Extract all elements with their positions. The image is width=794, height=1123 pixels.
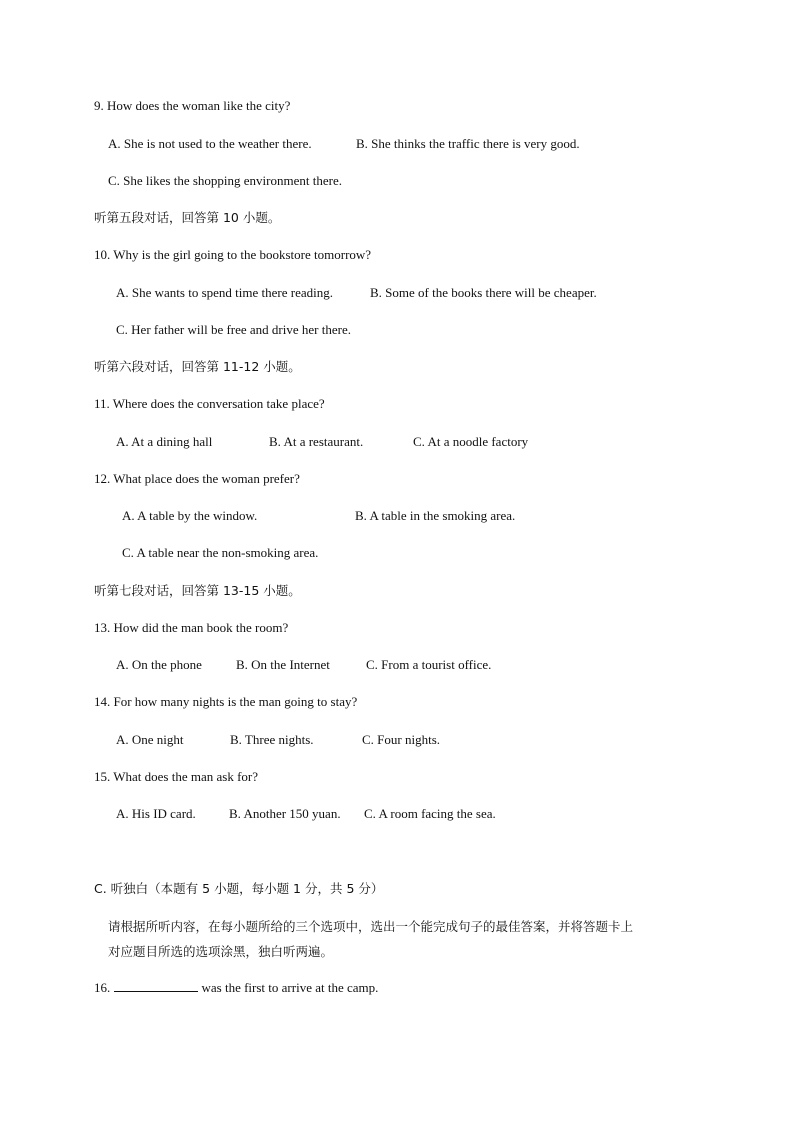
section-6-instruction: 听第六段对话，回答第 11-12 小题。 (94, 359, 301, 374)
question-11-option-c: C. At a noodle factory (413, 434, 529, 449)
part-c-instructions (108, 914, 633, 964)
part-c-instructions-line-2: 对应题目所选的选项涂黑，独白听两遍。 (108, 944, 334, 959)
question-12-option-a: A. A table by the window. (122, 508, 258, 523)
question-13-option-c: C. From a tourist office. (366, 657, 492, 672)
section-5-instruction: 听第五段对话，回答第 10 小题。 (94, 210, 281, 225)
question-12-option-c: C. A table near the non-smoking area. (122, 545, 319, 560)
question-13-stem: 13. How did the man book the room? (94, 620, 289, 635)
answer-blank[interactable] (114, 979, 198, 992)
question-10-option-a: A. She wants to spend time there reading. (116, 285, 333, 300)
question-16-text: was the first to arrive at the camp. (201, 980, 379, 995)
question-15-option-b: B. Another 150 yuan. (229, 806, 341, 821)
question-14-option-c: C. Four nights. (362, 732, 441, 747)
question-9-option-b: B. She thinks the traffic there is very good. (356, 136, 580, 151)
question-11-option-b: B. At a restaurant. (269, 434, 364, 449)
question-14-option-a: A. One night (116, 732, 184, 747)
question-9-stem: 9. How does the woman like the city? (94, 98, 291, 113)
question-9-option-a: A. She is not used to the weather there. (108, 136, 312, 151)
question-16-number: 16. (94, 980, 111, 995)
part-c-heading: C. 听独白（本题有 5 小题，每小题 1 分，共 5 分） (94, 881, 384, 896)
question-15-option-a: A. His ID card. (116, 806, 196, 821)
question-15-stem: 15. What does the man ask for? (94, 769, 259, 784)
question-11-stem: 11. Where does the conversation take place? (94, 396, 325, 411)
question-11-option-a: A. At a dining hall (116, 434, 213, 449)
question-16-stem (94, 979, 378, 996)
question-10-stem: 10. Why is the girl going to the bookstore tomorrow? (94, 247, 372, 262)
question-12-stem: 12. What place does the woman prefer? (94, 471, 300, 486)
question-14-option-b: B. Three nights. (230, 732, 314, 747)
question-10-option-c: C. Her father will be free and drive her there. (116, 322, 351, 337)
part-c-instructions-line-1: 请根据所听内容，在每小题所给的三个选项中，选出一个能完成句子的最佳答案，并将答题卡上 (108, 919, 634, 934)
question-15-option-c: C. A room facing the sea. (364, 806, 496, 821)
question-13-option-a: A. On the phone (116, 657, 202, 672)
question-14-stem: 14. For how many nights is the man going to stay? (94, 694, 358, 709)
question-12-option-b: B. A table in the smoking area. (355, 508, 516, 523)
section-7-instruction: 听第七段对话，回答第 13-15 小题。 (94, 583, 301, 598)
question-13-option-b: B. On the Internet (236, 657, 330, 672)
question-9-option-c: C. She likes the shopping environment there. (108, 173, 342, 188)
question-10-option-b: B. Some of the books there will be cheaper. (370, 285, 597, 300)
